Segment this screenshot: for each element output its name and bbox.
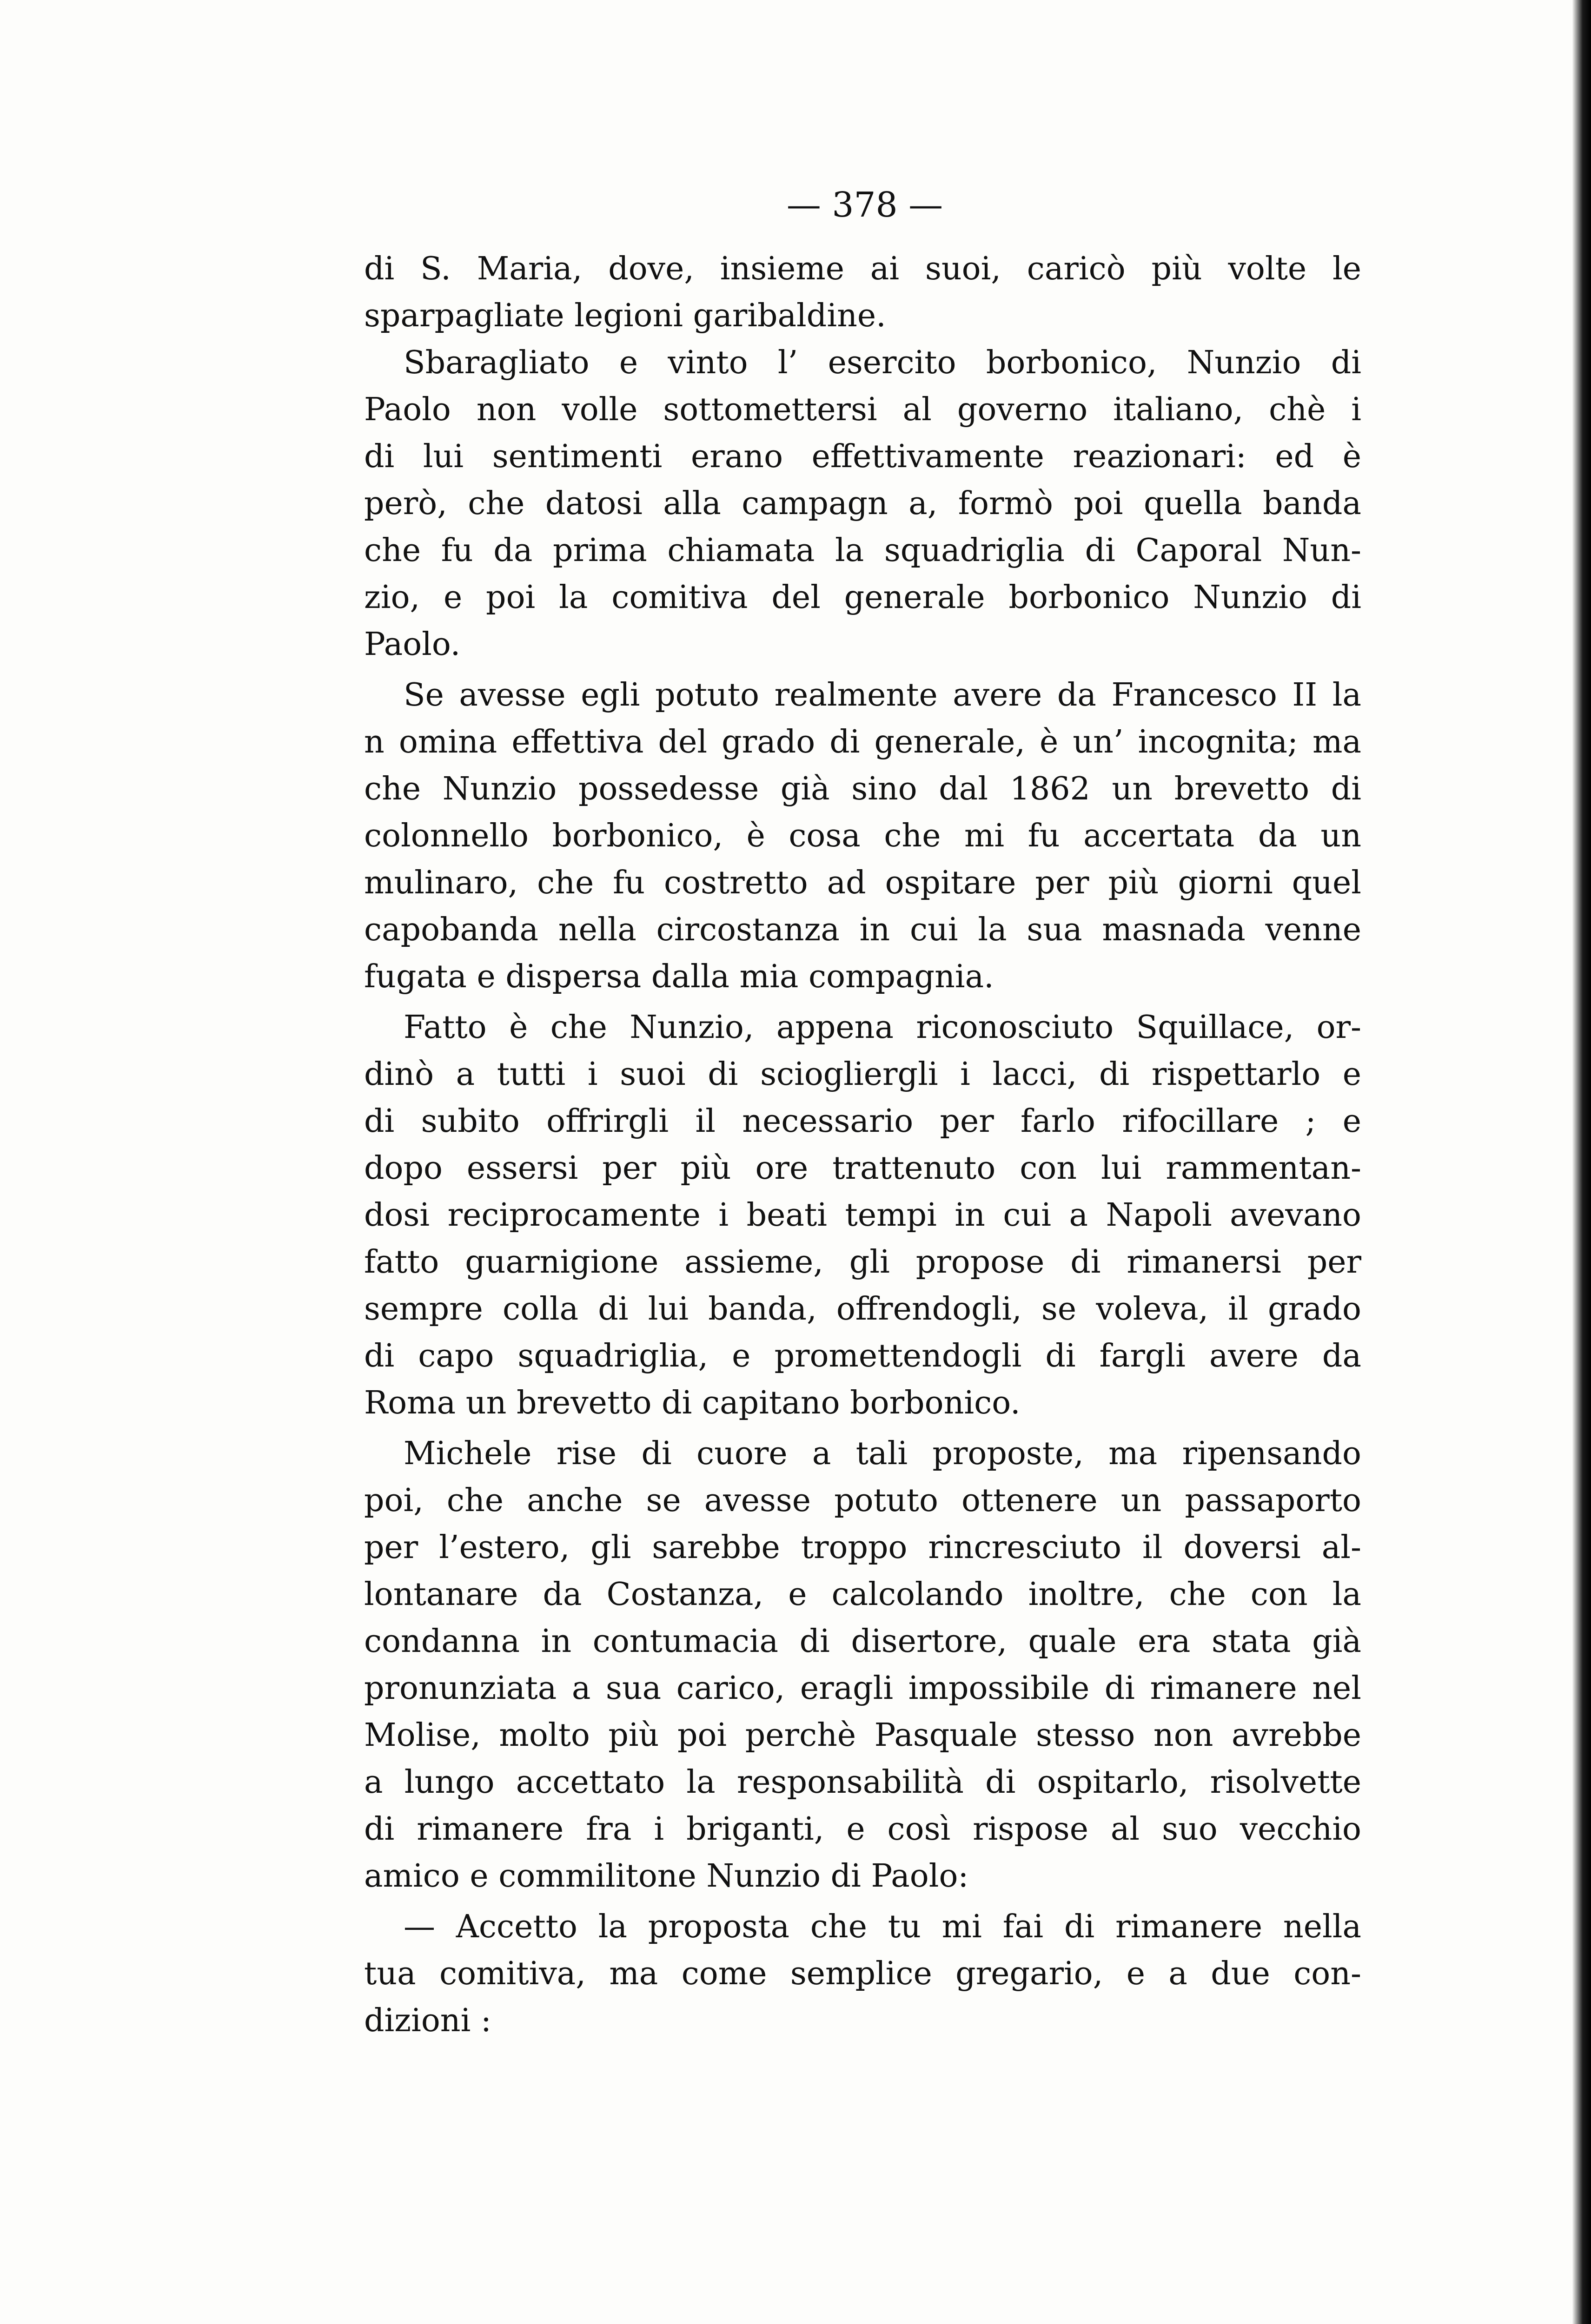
text-line: tua comitiva, ma come semplice gregario, e a due con- xyxy=(364,1955,1361,1992)
text-line: sempre colla di lui banda, offrendogli, se voleva, il grado xyxy=(364,1291,1361,1327)
text-line: dizioni : xyxy=(364,2002,491,2039)
text-line: di lui sentimenti erano effettivamente reazionari: ed è xyxy=(364,438,1361,475)
text-line: che fu da prima chiamata la squadriglia di Caporal Nun- xyxy=(364,532,1361,569)
text-line: pronunziata a sua carico, eragli impossibile di rimanere nel xyxy=(364,1670,1361,1707)
page-edge-shadow xyxy=(1572,0,1591,2324)
text-line: poi, che anche se avesse potuto ottenere un passaporto xyxy=(364,1482,1361,1519)
text-line: dinò a tutti i suoi di sciogliergli i lacci, di rispettarlo e xyxy=(364,1056,1361,1093)
text-line: condanna in contumacia di disertore, quale era stata già xyxy=(364,1623,1361,1660)
text-line: fatto guarnigione assieme, gli propose di rimanersi per xyxy=(364,1244,1361,1281)
text-line: Sbaragliato e vinto l’ esercito borbonico, Nunzio di xyxy=(404,344,1361,381)
text-line: fugata e dispersa dalla mia compagnia. xyxy=(364,958,994,995)
text-line: Fatto è che Nunzio, appena riconosciuto Squillace, or- xyxy=(404,1009,1361,1046)
text-line: per l’estero, gli sarebbe troppo rincresciuto il doversi al- xyxy=(364,1529,1361,1566)
text-line: sparpagliate legioni garibaldine. xyxy=(364,297,886,334)
text-line: di rimanere fra i briganti, e così rispose al suo vecchio xyxy=(364,1811,1361,1848)
text-line: a lungo accettato la responsabilità di ospitarlo, risolvette xyxy=(364,1764,1361,1801)
text-line: dosi reciprocamente i beati tempi in cui a Napoli avevano xyxy=(364,1197,1361,1234)
text-line: di subito offrirgli il necessario per farlo rifocillare ; e xyxy=(364,1103,1361,1140)
text-line: Roma un brevetto di capitano borbonico. xyxy=(364,1385,1021,1421)
text-line: dopo essersi per più ore trattenuto con lui rammentan- xyxy=(364,1150,1361,1187)
text-line: colonnello borbonico, è cosa che mi fu accertata da un xyxy=(364,818,1361,854)
text-line: Paolo non volle sottomettersi al governo italiano, chè i xyxy=(364,391,1361,428)
text-line: zio, e poi la comitiva del generale borbonico Nunzio di xyxy=(364,579,1361,616)
text-line: Se avesse egli potuto realmente avere da Francesco II la xyxy=(404,677,1361,713)
text-line: capobanda nella circostanza in cui la sua masnada venne xyxy=(364,911,1361,948)
text-line: n omina effettiva del grado di generale, è un’ incognita; ma xyxy=(364,724,1361,760)
text-line: — Accetto la proposta che tu mi fai di rimanere nella xyxy=(404,1908,1361,1945)
page-number: — 378 — xyxy=(786,185,943,225)
text-line: mulinaro, che fu costretto ad ospitare per più giorni quel xyxy=(364,865,1361,901)
body-text xyxy=(364,245,1361,2044)
text-line: Michele rise di cuore a tali proposte, ma ripensando xyxy=(404,1435,1361,1472)
text-line: di S. Maria, dove, insieme ai suoi, caricò più volte le xyxy=(364,251,1361,287)
text-line: che Nunzio possedesse già sino dal 1862 un brevetto di xyxy=(364,771,1361,807)
text-line: lontanare da Costanza, e calcolando inoltre, che con la xyxy=(364,1576,1361,1613)
text-line: però, che datosi alla campagn a, formò poi quella banda xyxy=(364,485,1361,522)
text-line: amico e commilitone Nunzio di Paolo: xyxy=(364,1858,969,1895)
text-line: di capo squadriglia, e promettendogli di fargli avere da xyxy=(364,1338,1361,1374)
text-line: Molise, molto più poi perchè Pasquale stesso non avrebbe xyxy=(364,1717,1361,1754)
text-line: Paolo. xyxy=(364,626,461,663)
